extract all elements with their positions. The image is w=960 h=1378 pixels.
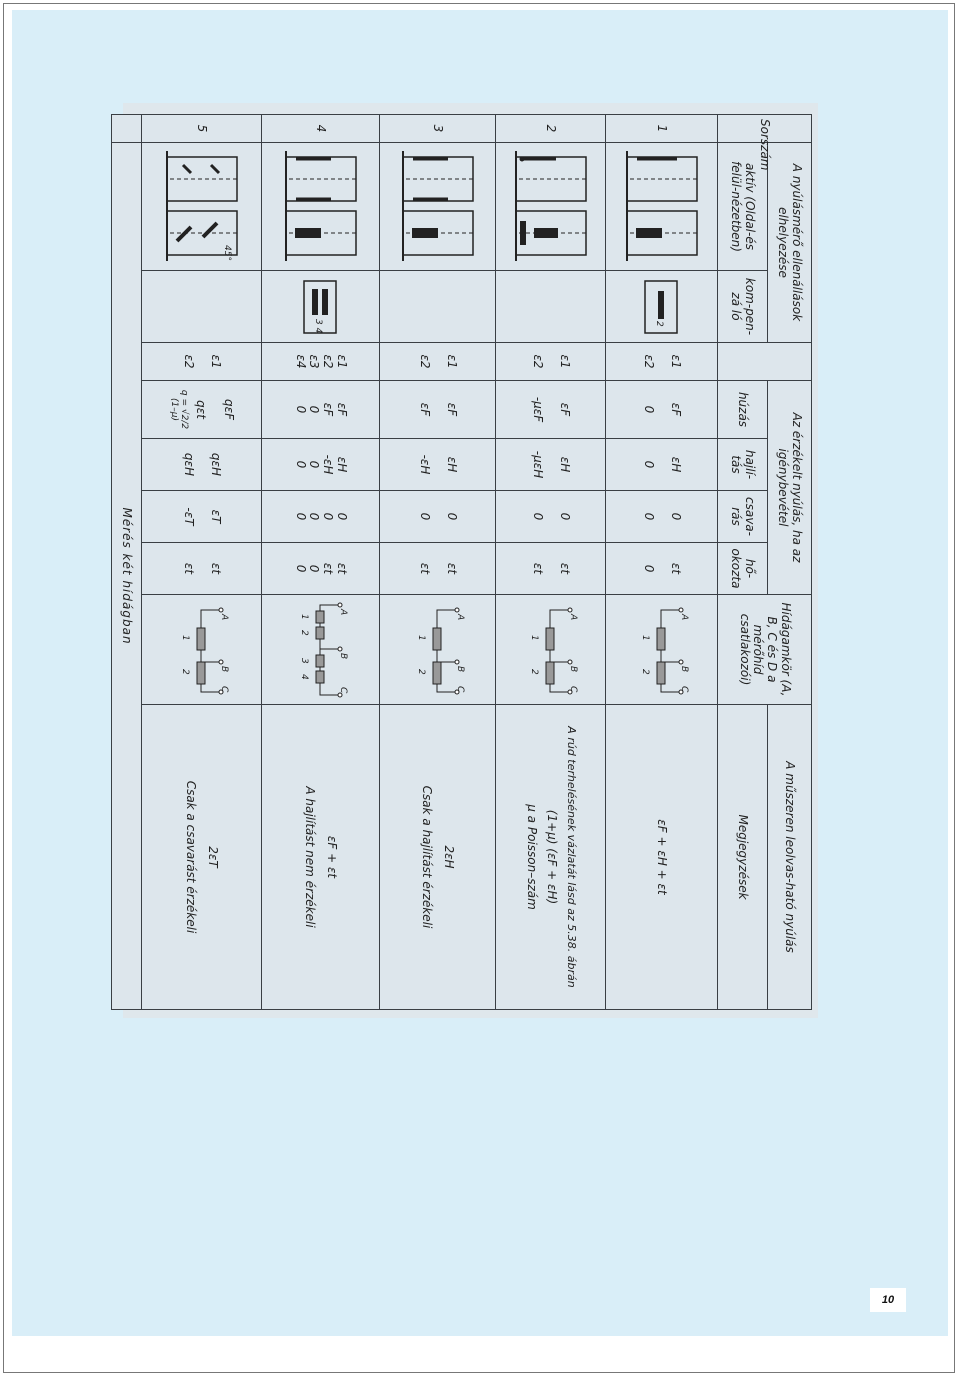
svg-text:C: C	[568, 685, 579, 692]
svg-text:1: 1	[180, 634, 191, 641]
active-gauge-diagram	[380, 143, 496, 271]
ho-cell: εt εt	[496, 543, 606, 595]
svg-text:C: C	[219, 685, 230, 692]
row-number: 2	[496, 115, 606, 143]
active-gauge-diagram	[496, 143, 606, 271]
row-number: 4	[262, 115, 380, 143]
active-gauge-diagram	[606, 143, 718, 271]
eps-cell: ε1 ε2	[496, 343, 606, 381]
svg-text:A: A	[568, 613, 579, 620]
svg-text:B: B	[568, 665, 579, 672]
hajlitas-cell: εH 0	[606, 439, 718, 491]
svg-text:B: B	[219, 665, 230, 672]
header-megjegyzesek: Megjegyzések	[718, 705, 768, 1010]
q-formula: q = √2/2 (1–μ)	[168, 389, 190, 430]
huzas-cell: εF εF 0 0	[262, 381, 380, 439]
header-hofokozo: hő-okozta	[718, 543, 768, 595]
svg-text:4: 4	[299, 674, 310, 680]
svg-text:A: A	[219, 613, 230, 620]
svg-text:B: B	[679, 665, 690, 672]
svg-text:2: 2	[416, 668, 427, 675]
svg-text:2: 2	[529, 668, 540, 675]
svg-text:2: 2	[640, 668, 651, 675]
svg-text:2: 2	[180, 668, 191, 675]
strain-gauge-table	[111, 114, 812, 1010]
table-row	[496, 115, 606, 1010]
row-number: 3	[380, 115, 496, 143]
svg-text:A: A	[455, 613, 466, 620]
eps-cell: ε1 ε2	[606, 343, 718, 381]
svg-text:1: 1	[416, 634, 427, 641]
ho-cell: εt εt 0 0	[262, 543, 380, 595]
ho-cell: εt 0	[606, 543, 718, 595]
svg-text:1: 1	[640, 634, 651, 641]
csavaras-cell: 0 0 0 0	[262, 491, 380, 543]
svg-text:A: A	[679, 613, 690, 620]
svg-text:C: C	[338, 687, 349, 694]
header-csavaras: csava-rás	[718, 491, 768, 543]
eps-cell: ε1 ε2	[380, 343, 496, 381]
compensating-gauge-empty	[142, 271, 262, 343]
hajlitas-cell: εH -μεH	[496, 439, 606, 491]
svg-text:C: C	[679, 685, 690, 692]
reading-cell: 2εH Csak a hajlítást érzékeli	[380, 705, 496, 1010]
bridge-diagram	[606, 595, 718, 705]
page-number: 10	[870, 1288, 906, 1312]
group-spacer	[112, 115, 142, 143]
bridge-diagram	[496, 595, 606, 705]
compensating-gauge-empty	[380, 271, 496, 343]
table-row	[142, 115, 262, 1010]
svg-text:B: B	[455, 665, 466, 672]
huzas-cell: εF εF	[380, 381, 496, 439]
row-number: 1	[606, 115, 718, 143]
header-aktiv: aktív (Oldal-és felül-nézetben)	[718, 143, 768, 271]
header-hajlitas: hajlí-tás	[718, 439, 768, 491]
svg-text:1: 1	[529, 634, 540, 641]
active-gauge-diagram	[262, 143, 380, 271]
svg-text:B: B	[338, 653, 349, 660]
hajlitas-cell: εH -εH	[380, 439, 496, 491]
header-sorszam: Sorszám	[718, 115, 812, 143]
csavaras-cell: 0 0	[496, 491, 606, 543]
header-kompenzalo: kom-pen-zá ló	[718, 271, 768, 343]
header-eps	[718, 343, 812, 381]
svg-text:C: C	[455, 685, 466, 692]
row-number: 5	[142, 115, 262, 143]
eps-cell: ε1 ε2	[142, 343, 262, 381]
hajlitas-cell: εH -εH 0 0	[262, 439, 380, 491]
hajlitas-cell: qεH qεH	[142, 439, 262, 491]
kompenzalo-label: 3 4	[313, 318, 324, 333]
group-label: Mérés két hídágban	[112, 143, 142, 1010]
compensating-gauge-diagram	[262, 271, 380, 343]
huzas-cell: εF 0	[606, 381, 718, 439]
reading-cell: 2εT Csak a csavarást érzékeli	[142, 705, 262, 1010]
header-huzas: húzás	[718, 381, 768, 439]
angle-label: 45°	[222, 244, 233, 261]
rotated-table-wrapper	[120, 114, 812, 1009]
svg-text:2: 2	[299, 630, 310, 636]
svg-text:3: 3	[299, 658, 310, 664]
active-gauge-diagram	[142, 143, 262, 271]
table-row	[606, 115, 718, 1010]
header-leolvasott: A műszeren leolvas-ható nyúlás	[768, 705, 812, 1010]
reading-cell: A rúd terhelésének vázlatát lásd az 5.38. ábrán (1+μ) (εF + εH) μ a Poisson–szám	[496, 705, 606, 1010]
ho-cell: εt εt	[142, 543, 262, 595]
csavaras-cell: 0 0	[380, 491, 496, 543]
bridge-diagram	[142, 595, 262, 705]
kompenzalo-label: 2	[654, 320, 665, 327]
header-elhelyezes: A nyúlásmérő ellenállások elhelyezése	[768, 143, 812, 343]
eps-cell: ε1 ε2 ε3 ε4	[262, 343, 380, 381]
csavaras-cell: εT -εT	[142, 491, 262, 543]
huzas-cell: qεF qεt q = √2/2 (1–μ)	[142, 381, 262, 439]
bridge-diagram	[262, 595, 380, 705]
reading-cell: εF + εH + εt	[606, 705, 718, 1010]
reading-cell: εF + εt A hajlítást nem érzékeli	[262, 705, 380, 1010]
header-erzekelt: Az érzékelt nyúlás, ha az igénybevétel	[768, 381, 812, 595]
huzas-cell: εF -μεF	[496, 381, 606, 439]
ho-cell: εt εt	[380, 543, 496, 595]
svg-text:A: A	[338, 609, 349, 616]
table-row	[262, 115, 380, 1010]
compensating-gauge-empty	[496, 271, 606, 343]
table-row	[380, 115, 496, 1010]
csavaras-cell: 0 0	[606, 491, 718, 543]
compensating-gauge-diagram	[606, 271, 718, 343]
svg-text:1: 1	[299, 614, 310, 620]
bridge-diagram	[380, 595, 496, 705]
header-hidkapcsolas: Hídágamkör (A, B, C és D a mérőhíd csatlakozói)	[718, 595, 812, 705]
